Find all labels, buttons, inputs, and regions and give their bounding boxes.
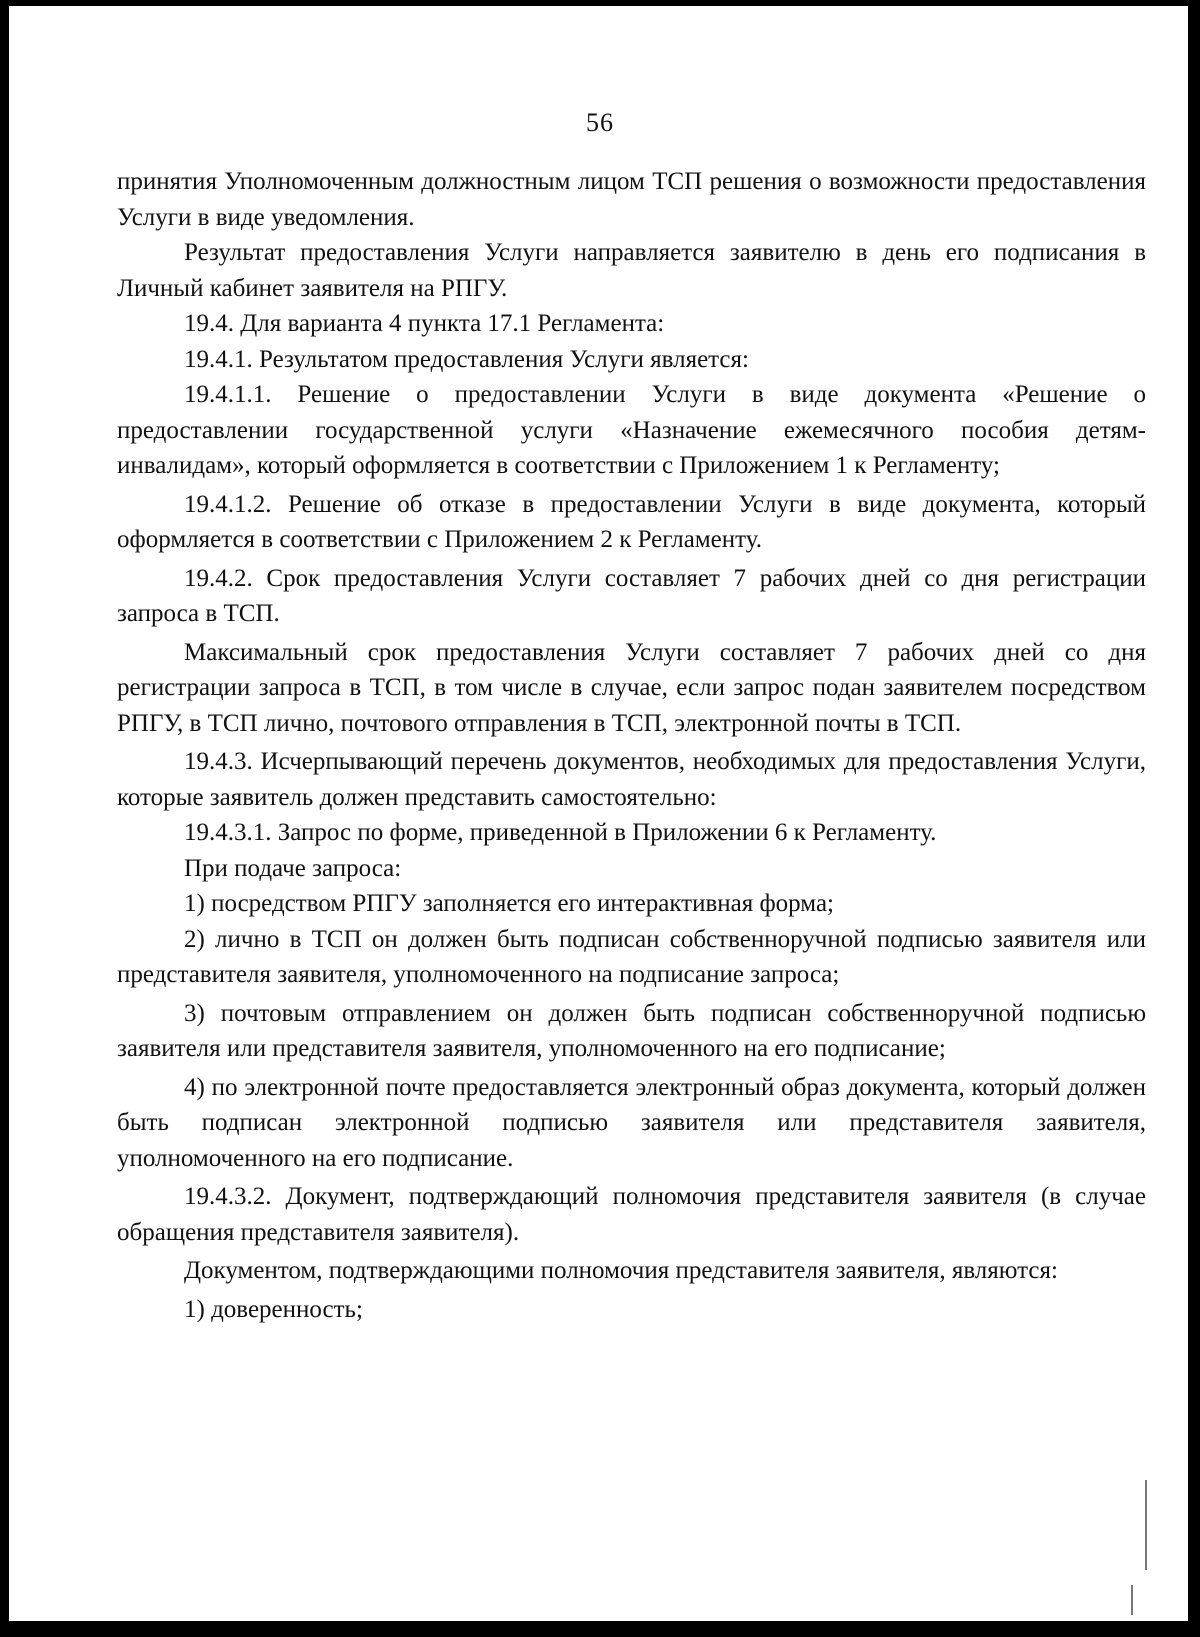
paragraph: 19.4.3.2. Документ, подтверждающий полномочия представителя заявителя (в случае обращения представителя заявителя). xyxy=(117,1183,1146,1246)
paragraph: 19.4.3. Исчерпывающий перечень документов, необходимых для предоставления Услуги, которые заявитель должен представить самостоятельно: xyxy=(117,748,1146,811)
scan-artifact xyxy=(1145,1480,1147,1570)
paragraph: Результат предоставления Услуги направляется заявителю в день его подписания в Личный кабинет заявителя на РПГУ. xyxy=(117,239,1146,302)
list-item: 1) посредством РПГУ заполняется его интерактивная форма; xyxy=(184,890,834,917)
paragraph: 19.4.1.1. Решение о предоставлении Услуги в виде документа «Решение о предоставлении государственной услуги «Назначение ежемесячного пособия детям-инвалидам», который оформляется в соответствии с Приложением 1 к Регламенту; xyxy=(117,381,1146,479)
scan-border-top xyxy=(0,0,1200,6)
paragraph: принятия Уполномоченным должностным лицом ТСП решения о возможности предоставления Услуги в виде уведомления. xyxy=(117,168,1146,231)
paragraph: 19.4.1.2. Решение об отказе в предоставлении Услуги в виде документа, который оформляется в соответствии с Приложением 2 к Регламенту. xyxy=(117,490,1146,553)
scan-artifact xyxy=(1131,1585,1133,1615)
scan-border-left xyxy=(0,0,9,1637)
paragraph: 19.4.3.1. Запрос по форме, приведенной в Приложении 6 к Регламенту. xyxy=(184,819,937,846)
scan-border-bottom xyxy=(0,1621,1200,1637)
page-number: 56 xyxy=(586,108,614,137)
list-item: 1) доверенность; xyxy=(184,1295,363,1323)
scan-border-right xyxy=(1188,0,1200,1637)
paragraph: 19.4. Для варианта 4 пункта 17.1 Регламента: xyxy=(184,310,665,337)
list-item: 2) лично в ТСП он должен быть подписан собственноручной подписью заявителя или представителя заявителя, уполномоченного на подписание запроса; xyxy=(117,925,1146,988)
paragraph: 19.4.1. Результатом предоставления Услуги является: xyxy=(184,345,749,373)
paragraph: Максимальный срок предоставления Услуги составляет 7 рабочих дней со дня регистрации запроса в ТСП, в том числе в случае, если запрос подан заявителем посредством РПГУ, в ТСП лично, почтового отправления в ТСП, электронной почты в ТСП. xyxy=(117,638,1146,737)
paragraph: При подаче запроса: xyxy=(184,854,402,882)
list-item: 4) по электронной почте предоставляется электронный образ документа, который должен быть подписан электронной подписью заявителя или представителя заявителя, уполномоченного на его подписание. xyxy=(117,1073,1146,1172)
list-item: 3) почтовым отправлением он должен быть подписан собственноручной подписью заявителя или представителя заявителя, уполномоченного на его подписание; xyxy=(117,999,1146,1062)
paragraph: Документом, подтверждающими полномочия представителя заявителя, являются: xyxy=(184,1257,1058,1284)
paragraph: 19.4.2. Срок предоставления Услуги составляет 7 рабочих дней со дня регистрации запроса в ТСП. xyxy=(117,564,1146,627)
document-body xyxy=(117,164,1146,1327)
